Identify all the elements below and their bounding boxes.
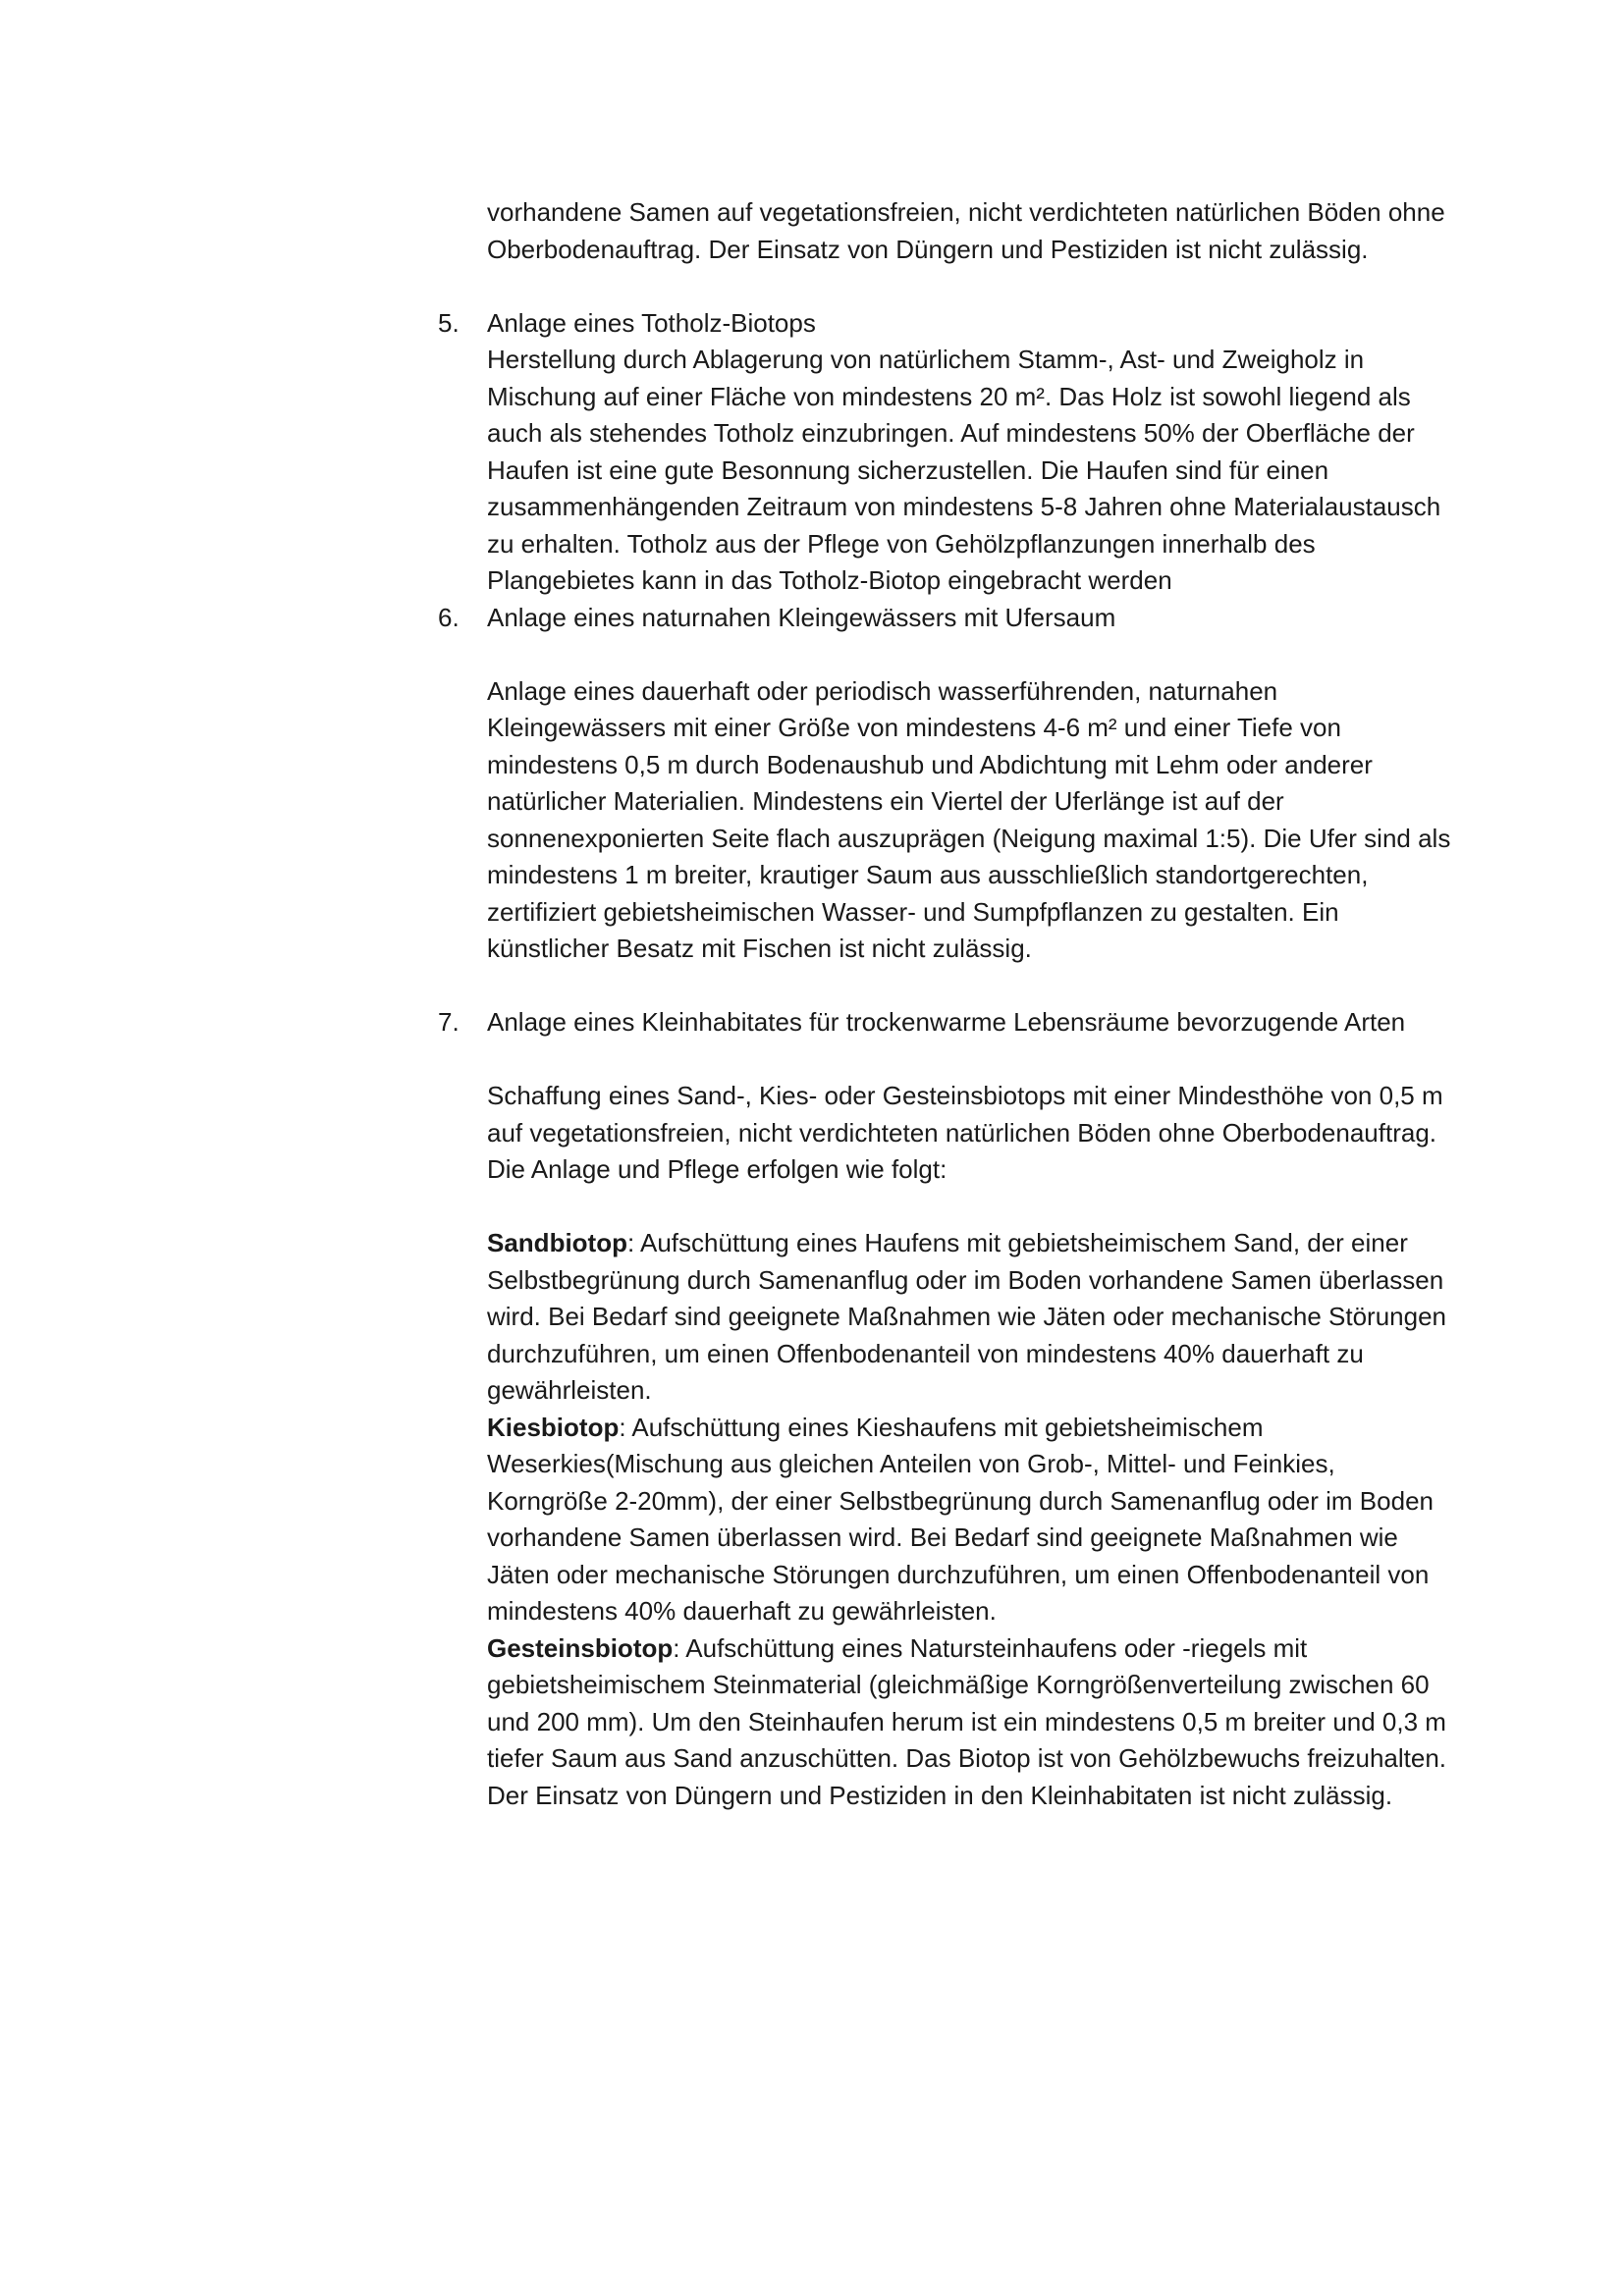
intro-paragraph: vorhandene Samen auf vegetationsfreien, nicht verdichteten natürlichen Böden ohne Oberbodenauftrag. Der Einsatz von Düngern und Pestiziden ist nicht zulässig. (487, 197, 1445, 264)
subsection-text: : Aufschüttung eines Kieshaufens mit gebietsheimischem Weserkies(Mischung aus gleichen Anteilen von Grob-, Mittel- und Feinkies, Korngröße 2-20mm), der einer Selbstbegrünung durch Samenanflug oder im Boden vorhandene Samen überlassen wird. Bei Bedarf sind geeignete Maßnahmen wie Jäten oder mechanische Störungen durchzuführen, um einen Offenbodenanteil von mindestens 40% dauerhaft zu gewährleisten. (487, 1412, 1434, 1626)
item-title: Anlage eines naturnahen Kleingewässers mit Ufersaum (487, 602, 1116, 632)
list-item-7 (438, 1004, 1459, 1814)
subsection-text: : Aufschüttung eines Natursteinhaufens oder -riegels mit gebietsheimischem Steinmaterial (gleichmäßige Korngrößenverteilung zwischen 60 und 200 mm). Um den Steinhaufen herum ist ein mindestens 0,5 m breiter und 0,3 m tiefer Saum aus Sand anzuschütten. Das Biotop ist von Gehölzbewuchs freizuhalten. (487, 1632, 1447, 1773)
item-body (487, 600, 1459, 968)
item-body (487, 1004, 1459, 1814)
subsection-text: : Aufschüttung eines Haufens mit gebietsheimischem Sand, der einer Selbstbegrünung durch Samenanflug oder im Boden vorhandene Samen überlassen wird. Bei Bedarf sind geeignete Maßnahmen wie Jäten oder mechanische Störungen durchzuführen, um einen Offenbodenanteil von mindestens 40% dauerhaft zu gewährleisten. (487, 1228, 1447, 1405)
subsection-term: Kiesbiotop (487, 1412, 620, 1442)
item-paragraph: Schaffung eines Sand-, Kies- oder Gesteinsbiotops mit einer Mindesthöhe von 0,5 m auf vegetationsfreien, nicht verdichteten natürlichen Böden ohne Oberbodenauftrag. (487, 1081, 1443, 1148)
item-body (487, 305, 1459, 600)
subsection-kiesbiotop (487, 1410, 1459, 1630)
item-paragraph: Herstellung durch Ablagerung von natürlichem Stamm-, Ast- und Zweigholz in Mischung auf einer Fläche von mindestens 20 m². Das Holz ist sowohl liegend als auch als stehendes Totholz einzubringen. Auf mindestens 50% der Oberfläche der Haufen ist eine gute Besonnung sicherzustellen. Die Haufen sind für einen zusammenhängenden Zeitraum von mindestens 5-8 Jahren ohne Materialaustausch zu erhalten. Totholz aus der Pflege von Gehölzpflanzungen innerhalb des Plangebietes kann in das Totholz-Biotop eingebracht werden (487, 345, 1441, 595)
item-title: Anlage eines Totholz-Biotops (487, 307, 816, 338)
closing-paragraph: Der Einsatz von Düngern und Pestiziden in den Kleinhabitaten ist nicht zulässig. (487, 1780, 1393, 1810)
subsection-term: Sandbiotop (487, 1228, 627, 1257)
item-number: 5. (438, 307, 460, 338)
document-body (438, 194, 1459, 1814)
item-number: 6. (438, 602, 460, 632)
subsection-gesteinsbiotop (487, 1630, 1459, 1778)
item-title: Anlage eines Kleinhabitates für trockenwarme Lebensräume bevorzugende Arten (487, 1007, 1406, 1037)
item-paragraph: Die Anlage und Pflege erfolgen wie folgt: (487, 1154, 947, 1184)
subsection-sandbiotop (487, 1225, 1459, 1410)
item-paragraph: Anlage eines dauerhaft oder periodisch wasserführenden, naturnahen Kleingewässers mit einer Größe von mindestens 4-6 m² und einer Tiefe von mindestens 0,5 m durch Bodenaushub und Abdichtung mit Lehm oder anderer natürlicher Materialien. Mindestens ein Viertel der Uferlänge ist auf der sonnenexponierten Seite flach auszuprägen (Neigung maximal 1:5). Die Ufer sind als mindestens 1 m breiter, krautiger Saum aus ausschließlich standortgerechten, zertifiziert gebietsheimischen Wasser- und Sumpfpflanzen zu gestalten. Ein künstlicher Besatz mit Fischen ist nicht zulässig. (487, 675, 1451, 963)
item-number: 7. (438, 1007, 460, 1037)
subsection-term: Gesteinsbiotop (487, 1632, 674, 1663)
list-item-5 (438, 305, 1459, 600)
list-item-6 (438, 600, 1459, 968)
